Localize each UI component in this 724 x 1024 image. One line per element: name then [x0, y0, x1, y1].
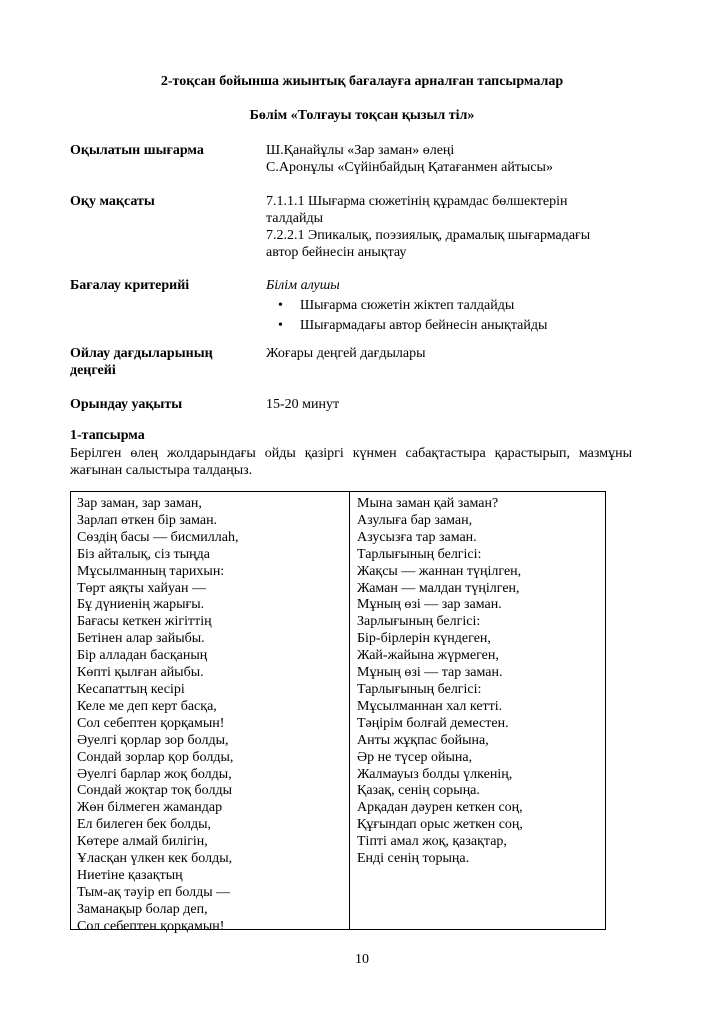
poem-line: Бетінен алар зайыбы. — [77, 631, 205, 647]
task-instructions: Берілген өлең жолдарындағы ойды қазіргі күнмен сабақтастыра қарастырып, мазмұны жағынан салыстыра талдаңыз. — [70, 446, 632, 478]
poem-line: Кесапаттың кесірі — [77, 681, 185, 697]
poem-line: Келе ме деп керт басқа, — [77, 698, 217, 714]
info-line: 7.2.2.1 Эпикалық, поэзиялық, драмалық шығармадағы — [266, 228, 591, 243]
info-label-line: Ойлау дағдыларының — [70, 346, 213, 361]
page-number: 10 — [355, 952, 369, 967]
document-title: 2-тоқсан бойынша жиынтық бағалауға арналған тапсырмалар — [160, 74, 564, 89]
poem-line: Әуелгі барлар жоқ болды, — [77, 766, 232, 782]
info-line: Жоғары деңгей дағдылары — [266, 346, 426, 361]
section-title: Бөлім «Толғауы тоқсан қызыл тіл» — [249, 108, 475, 123]
poem-line: Әр не түсер ойына, — [357, 749, 473, 765]
poem-right-column — [357, 496, 603, 868]
poem-line: Бағасы кеткен жігіттің — [77, 614, 212, 630]
poem-line: Азулыға бар заман, — [357, 512, 473, 528]
poem-line: Бұ дүниенің жарығы. — [77, 597, 205, 613]
poem-line: Тарлығының белгісі: — [357, 681, 482, 697]
poem-line: Ұласқан үлкен кек болды, — [77, 851, 233, 867]
info-line: С.Аронұлы «Сүйінбайдың Қатағанмен айтысы» — [266, 160, 553, 175]
info-line: 15-20 минут — [266, 397, 340, 412]
table-divider — [349, 492, 350, 929]
poem-line: Жөн білмеген жамандар — [77, 800, 223, 816]
poem-line: Арқадан дәурен кеткен соң, — [357, 800, 523, 816]
poem-line: Мұсылманның тарихын: — [77, 563, 225, 579]
poem-line: Сөздің басы — бисмиллаһ, — [77, 529, 239, 545]
criteria-text: Шығармадағы автор бейнесін анықтайды — [300, 318, 548, 333]
poem-line: Әуелгі қорлар зор болды, — [77, 732, 229, 748]
poem-line: Мұсылманнан хал кетті. — [357, 698, 503, 714]
bullet-icon: • — [278, 298, 283, 313]
poem-line: Қазақ, сенің сорыңа. — [357, 783, 480, 799]
poem-line: Сондай зорлар қор болды, — [77, 749, 234, 765]
info-label-line: деңгейі — [70, 363, 116, 378]
poem-line: Сол себептен қорқамын! — [77, 715, 225, 731]
poem-line: Ниетіне қазақтың — [77, 867, 183, 883]
poem-line: Мына заман қай заман? — [357, 496, 499, 511]
poem-line: Ел билеген бек болды, — [77, 817, 212, 833]
task-heading: 1-тапсырма — [70, 428, 145, 443]
info-value — [266, 277, 636, 334]
poem-line: Жақсы — жаннан түңілген, — [357, 563, 522, 579]
poem-line: Заманақыр болар деп, — [77, 901, 208, 917]
poem-left-column — [77, 496, 345, 936]
info-line: 7.1.1.1 Шығарма сюжетінің құрамдас бөлшектерін — [266, 194, 568, 209]
poem-line: Зар заман, зар заман, — [77, 496, 202, 511]
info-line: талдайды — [266, 211, 323, 226]
criteria-item — [278, 317, 636, 334]
poem-line: Бір-бірлерін күндеген, — [357, 631, 491, 647]
poem-line: Тым-ақ тәуір еп болды — — [77, 884, 231, 900]
info-line: автор бейнесін анықтау — [266, 245, 407, 260]
poem-line: Енді сенің торыңа. — [357, 851, 470, 867]
info-label — [70, 345, 250, 379]
info-value — [266, 142, 636, 176]
poem-line: Зарлап өткен бір заман. — [77, 512, 218, 528]
info-label: Бағалау критерийі — [70, 278, 190, 293]
poem-line: Көпті қылған айыбы. — [77, 665, 204, 681]
poem-line: Көтере алмай билігін, — [77, 834, 208, 850]
poem-line: Құғындап орыс жеткен соң, — [357, 817, 523, 833]
info-value — [266, 396, 636, 413]
info-label: Оқу мақсаты — [70, 194, 155, 209]
criteria-intro: Білім алушы — [266, 278, 340, 293]
criteria-item — [278, 297, 636, 314]
poem-line: Зарлығының белгісі: — [357, 614, 481, 630]
bullet-icon: • — [278, 318, 283, 333]
info-value — [266, 193, 636, 261]
info-line: Ш.Қанайұлы «Зар заман» өлеңі — [266, 143, 455, 158]
poem-table — [70, 491, 606, 934]
poem-line: Жалмауыз болды үлкенің, — [357, 766, 513, 782]
criteria-text: Шығарма сюжетін жіктеп талдайды — [300, 298, 515, 313]
poem-line: Анты жұқпас бойына, — [357, 732, 489, 748]
poem-line: Сондай жоқтар тоқ болды — [77, 783, 232, 799]
poem-line: Жай-жайына жүрмеген, — [357, 648, 499, 664]
info-value — [266, 345, 636, 362]
info-label: Орындау уақыты — [70, 397, 183, 412]
poem-line: Төрт аяқты хайуан — — [77, 580, 207, 596]
poem-line: Тіпті амал жоқ, қазақтар, — [357, 834, 507, 850]
poem-line: Азусызға тар заман. — [357, 529, 477, 545]
criteria-list — [266, 297, 636, 334]
poem-line: Тәңірім болғай деместен. — [357, 715, 509, 731]
info-label: Оқылатын шығарма — [70, 143, 204, 158]
poem-line: Мұның өзі — зар заман. — [357, 597, 502, 613]
poem-line: Тарлығының белгісі: — [357, 546, 482, 562]
poem-line: Бір алладан басқаның — [77, 648, 208, 664]
poem-line: Біз айталық, сіз тыңда — [77, 546, 210, 562]
poem-line: Мұның өзі — тар заман. — [357, 665, 503, 681]
poem-line: Сол себептен қорқамын! — [77, 918, 225, 934]
poem-line: Жаман — малдан түңілген, — [357, 580, 520, 596]
